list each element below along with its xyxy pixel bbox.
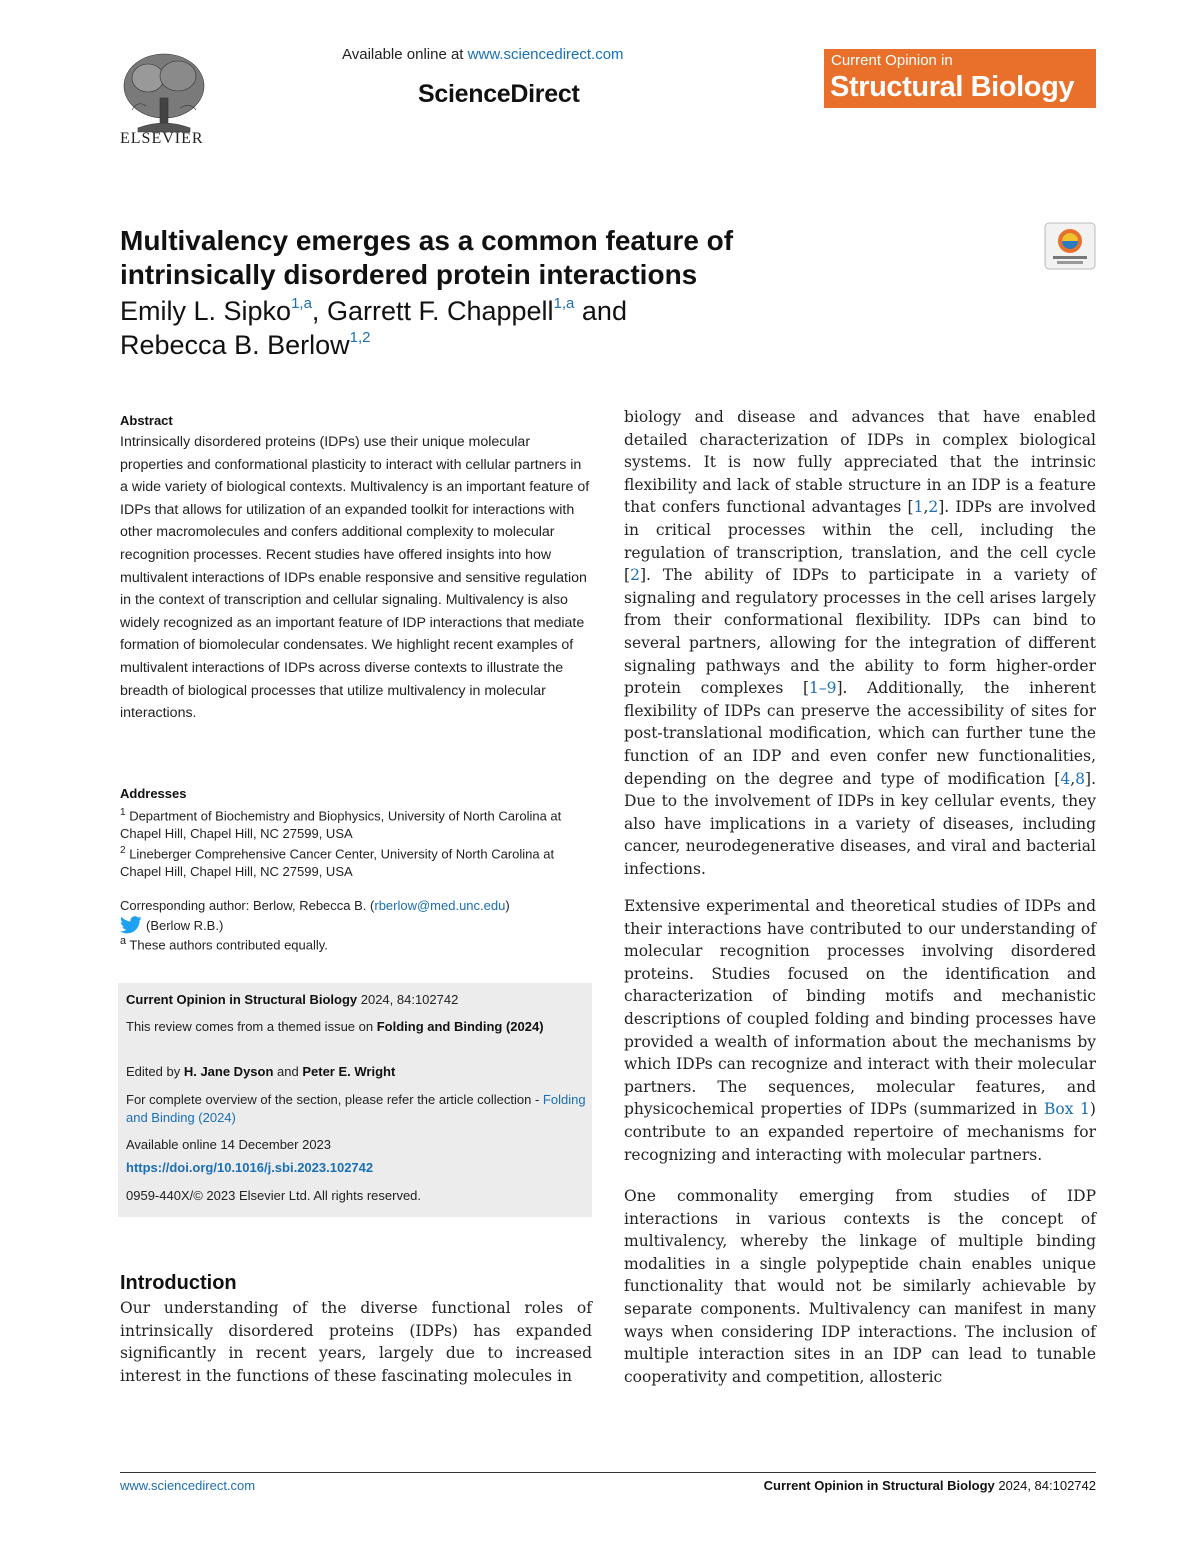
author-separator: , [311, 296, 327, 326]
address-number: 1 [120, 807, 126, 818]
body-text: ) contribute to an expanded repertoire of mechanisms for recognizing and interacting with molecular partners. [624, 1100, 1096, 1164]
body-text: One commonality emerging from studies of IDP interactions in various contexts is the concept of multivalency, whereby the linkage of multiple binding modalities in a single polypeptide chain enables unique functionality that would not be similarly achievable by separate components. Multivalency can manifest in many ways when considering IDP interactions. The inclusion of multiple interaction sites in an IDP can lead to tunable cooperativity and competition, allosteric [624, 1187, 1096, 1386]
corresponding-suffix: ) [505, 898, 510, 913]
citation-link[interactable]: Box 1 [1043, 1100, 1090, 1119]
corresponding-email-link[interactable]: rberlow@med.unc.edu [374, 898, 506, 913]
infobox-editors [126, 1063, 586, 1081]
body-text: , [1070, 769, 1076, 788]
citation-link[interactable]: 1 [913, 498, 924, 517]
footer-sciencedirect-link[interactable]: www.sciencedirect.com [120, 1478, 256, 1493]
corresponding-author [120, 896, 592, 916]
footer-citation [764, 1478, 1096, 1493]
equal-contribution-note [120, 935, 592, 952]
infobox-overview [126, 1091, 586, 1127]
infobox-year-volume: 2024, 84:102742 [357, 992, 459, 1007]
sciencedirect-wordmark: ScienceDirect [418, 80, 580, 108]
address-text: Department of Biochemistry and Biophysics, University of North Carolina at Chapel Hill, Chapel Hill, NC 27599, USA [120, 808, 562, 842]
abstract-heading: Abstract [120, 413, 173, 428]
doi-link[interactable]: https://doi.org/10.1016/j.sbi.2023.102742 [126, 1160, 374, 1175]
twitter-bird-icon[interactable] [120, 916, 142, 934]
corresponding-prefix: Corresponding author: Berlow, Rebecca B. ( [120, 898, 375, 913]
article-info-box [118, 983, 592, 1217]
editor-name: H. Jane Dyson [183, 1064, 274, 1079]
themed-prefix: This review comes from a themed issue on [126, 1019, 377, 1034]
infobox-journal: Current Opinion in Structural Biology [126, 992, 358, 1007]
citation-link[interactable]: 1–9 [809, 679, 837, 698]
author-affiliation-marker[interactable]: 1,a [291, 295, 312, 312]
footer-journal: Current Opinion in Structural Biology [763, 1478, 995, 1493]
twitter-row [120, 916, 592, 934]
themed-topic: Folding and Binding (2024) [376, 1019, 544, 1034]
infobox-doi [126, 1159, 586, 1177]
address-text: Lineberger Comprehensive Cancer Center, University of North Carolina at Chapel Hill, Chapel Hill, NC 27599, USA [120, 846, 555, 880]
sciencedirect-link[interactable]: www.sciencedirect.com [467, 46, 624, 63]
addresses-heading: Addresses [120, 786, 187, 801]
equal-text: These authors contributed equally. [129, 937, 328, 953]
journal-badge-line1: Current Opinion in [831, 52, 953, 69]
citation-link[interactable]: 2 [928, 498, 939, 517]
citation-link[interactable]: 8 [1075, 769, 1086, 788]
body-text: biology and disease and advances that have enabled detailed characterization of IDPs in complex biological systems. It is now fully appreciated that the intrinsic flexibility and lack of stable structure in an IDP is a feature that confers functional advantages [ [624, 408, 1096, 517]
body-text: , [923, 498, 929, 517]
abstract-text: Intrinsically disordered proteins (IDPs) use their unique molecular properties and conformational plasticity to interact with cellular partners in a wide variety of biological contexts. Multivalency is an important feature of IDPs that allows for utilization of an expanded toolkit for interactions with other macromolecules and confers additional complexity to molecular recognition processes. Recent studies have offered insights into how multivalent interactions of IDPs enable responsive and sensitive regulation in the context of transcription and cellular signaling. Multivalency is also widely recognized as an important feature of IDP interactions that mediate formation of biomolecular condensates. We highlight recent examples of multivalent interactions of IDPs across diverse contexts to illustrate the breadth of biological processes that utilize multivalency in molecular interactions. [120, 434, 590, 722]
title-line-1: Multivalency emerges as a common feature of [120, 225, 734, 256]
author-separator: and [574, 296, 627, 326]
infobox-copyright: 0959-440X/© 2023 Elsevier Ltd. All rights reserved. [126, 1188, 422, 1203]
infobox-themed-issue [126, 1018, 586, 1036]
body-paragraph-1 [624, 406, 1096, 880]
available-online-line [342, 46, 624, 63]
body-paragraph-2 [624, 895, 1096, 1166]
footer-divider [120, 1472, 1096, 1473]
editor-name: Peter E. Wright [302, 1064, 396, 1079]
citation-link[interactable]: 4 [1060, 769, 1071, 788]
author-list [120, 294, 960, 362]
twitter-handle: (Berlow R.B.) [146, 918, 224, 933]
body-text: Extensive experimental and theoretical studies of IDPs and their interactions have contributed to our understanding of molecular recognition processes involving disordered proteins. Studies focused on the identification and characterization of binding motifs and mechanistic descriptions of coupled folding and binding processes have provided a wealth of information about the mechanisms by which IDPs can recognize and interact with their molecular partners. The sequences, molecular features, and physicochemical properties of IDPs (summarized in [624, 897, 1096, 1119]
author-affiliation-marker[interactable]: 1,2 [349, 329, 371, 346]
introduction-heading: Introduction [120, 1272, 237, 1294]
article-title [120, 224, 960, 292]
publisher-name: ELSEVIER [120, 130, 204, 147]
citation-link[interactable]: 2 [630, 566, 640, 585]
footer-volume: 2024, 84:102742 [994, 1478, 1096, 1493]
journal-badge [824, 49, 1096, 108]
author-affiliation-marker[interactable]: 1,a [553, 295, 575, 312]
author-name: Rebecca B. Berlow [120, 330, 350, 360]
overview-prefix: For complete overview of the section, please refer the article collection - [126, 1092, 543, 1107]
title-line-2: intrinsically disordered protein interactions [120, 259, 698, 290]
address-item [120, 804, 592, 843]
check-for-updates-icon[interactable] [1044, 222, 1096, 270]
introduction-text: Our understanding of the diverse functional roles of intrinsically disordered proteins (IDPs) has expanded significantly in recent years, largely due to increased interest in the functions of these fascinating molecules in [120, 1299, 592, 1385]
body-text: ]. The ability of IDPs to participate in a variety of signaling and regulatory processes in the cell arises largely from their conformational flexibility. IDPs can bind to several partners, allowing for the integration of different signaling pathways and the ability to form higher-order protein complexes [ [624, 566, 1096, 698]
author-name: Emily L. Sipko [120, 296, 292, 326]
address-number: 2 [120, 845, 126, 856]
available-prefix: Available online at [342, 46, 468, 63]
collection-link[interactable]: Folding and Binding (2024) [126, 1092, 586, 1125]
infobox-citation [126, 991, 586, 1009]
address-item [120, 842, 592, 881]
infobox-available-date: Available online 14 December 2023 [126, 1137, 332, 1152]
edited-prefix: Edited by [126, 1064, 184, 1079]
body-text: ]. Due to the involvement of IDPs in key cellular events, they also have implications in a variety of diseases, including cancer, neurodegenerative diseases, and viral and bacterial infections. [624, 769, 1096, 878]
author-name: Garrett F. Chappell [326, 296, 554, 326]
journal-badge-line2: Structural Biology [830, 71, 1075, 103]
edited-and: and [273, 1064, 303, 1079]
body-text: ]. IDPs are involved in critical processes within the cell, including the regulation of transcription, translation, and the cell cycle [ [624, 498, 1097, 585]
equal-marker: a [120, 935, 127, 947]
body-paragraph-3 [624, 1185, 1096, 1388]
body-text: ]. Additionally, the inherent flexibility of IDPs can preserve the accessibility of sites for post-translational modification, which can further tune the function of an IDP and even confer new functionalities, depending on the degree and type of modification [ [624, 679, 1096, 788]
